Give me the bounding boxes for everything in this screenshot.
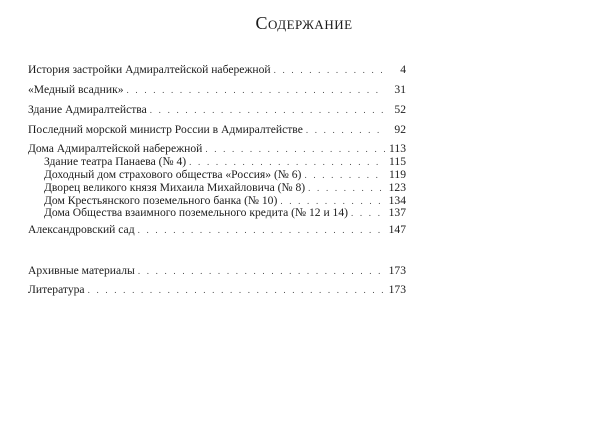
toc-entry[interactable] bbox=[28, 282, 406, 298]
dot-leader bbox=[138, 222, 385, 238]
toc-entry-label: История застройки Адмиралтейской набережной bbox=[28, 63, 271, 76]
toc-entry-page: 92 bbox=[394, 123, 406, 136]
dot-leader bbox=[351, 205, 385, 221]
toc-entry-label: Дворец великого князя Михаила Михайловича (№ 8) bbox=[44, 181, 306, 194]
dot-leader bbox=[88, 282, 385, 298]
dot-leader bbox=[127, 82, 385, 98]
toc-entry-label: Дом Крестьянского поземельного банка (№ 10) bbox=[44, 194, 278, 207]
toc-entry-label: Здание театра Панаева (№ 4) bbox=[44, 155, 187, 168]
toc-entry-page: 134 bbox=[388, 194, 406, 207]
toc-entry-page: 31 bbox=[394, 83, 406, 96]
toc-entry-page: 115 bbox=[389, 155, 406, 168]
toc-entry-page: 173 bbox=[388, 264, 406, 277]
toc-entry[interactable] bbox=[28, 62, 406, 78]
toc-entry-label: Здание Адмиралтейства bbox=[28, 103, 147, 116]
dot-leader bbox=[306, 122, 385, 138]
dot-leader bbox=[150, 102, 385, 118]
toc-subentry[interactable] bbox=[44, 205, 406, 221]
toc-entry[interactable] bbox=[28, 222, 406, 238]
toc-entry-label: Архивные материалы bbox=[28, 264, 135, 277]
page-title: Содержание bbox=[255, 13, 353, 33]
toc-entry-page: 137 bbox=[388, 206, 406, 219]
toc-entry-page: 4 bbox=[400, 63, 406, 76]
toc-entry-page: 123 bbox=[388, 181, 406, 194]
toc-entry-page: 113 bbox=[389, 142, 406, 155]
toc-entry[interactable] bbox=[28, 263, 406, 279]
toc-entry-label: Александровский сад bbox=[28, 223, 135, 236]
toc-entry-label: Литература bbox=[28, 283, 85, 296]
toc-entry-label: «Медный всадник» bbox=[28, 83, 124, 96]
toc-entry[interactable] bbox=[28, 122, 406, 138]
toc-entry-page: 52 bbox=[394, 103, 406, 116]
toc-entry-page: 119 bbox=[389, 168, 406, 181]
toc-entry-label: Доходный дом страхового общества «Россия» (№ 6) bbox=[44, 168, 302, 181]
toc-entry[interactable] bbox=[28, 102, 406, 118]
toc-entry-page: 147 bbox=[388, 223, 406, 236]
toc-entry-label: Дома Адмиралтейской набережной bbox=[28, 142, 203, 155]
dot-leader bbox=[274, 62, 385, 78]
toc-entry-label: Дома Общества взаимного поземельного кредита (№ 12 и 14) bbox=[44, 206, 348, 219]
toc-entry[interactable] bbox=[28, 82, 406, 98]
toc-entry-label: Последний морской министр России в Адмиралтействе bbox=[28, 123, 303, 136]
dot-leader bbox=[138, 263, 385, 279]
toc-entry-page: 173 bbox=[388, 283, 406, 296]
